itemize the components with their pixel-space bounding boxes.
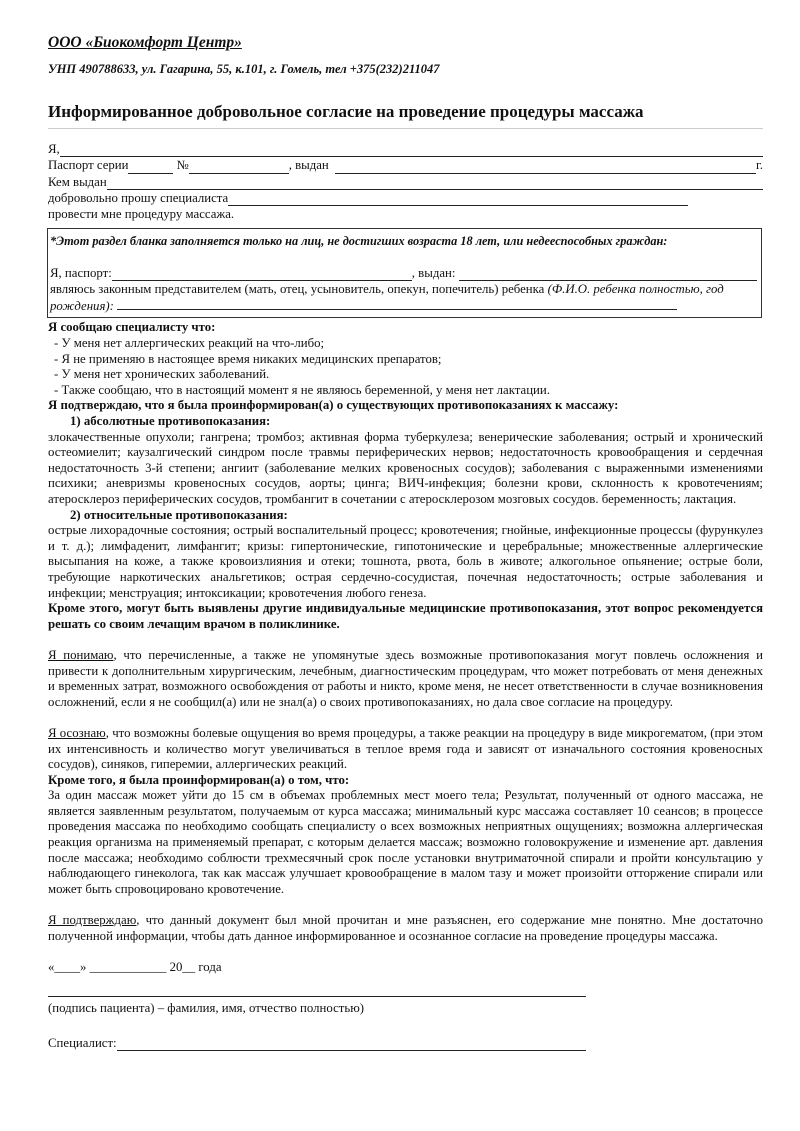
specialist-signature-field[interactable] [117, 1038, 586, 1051]
inform-item: - Также сообщаю, что в настоящий момент я не являюсь беременной, у меня нет лактации. [54, 382, 550, 397]
child-name-hint: (Ф.И.О. ребенка полностью, год рождения): [50, 282, 724, 314]
aware-text: , что возможны болевые ощущения во время процедуры, а также реакции на процедуру в виде микрогематом, (при этом их интенсивность и количество могут увеличиваться в теплое время года и зависят от изначального состояния кровеносных сосудов), синяков, гиперемии, аллергических реакций. [48, 725, 763, 772]
aware-paragraph [48, 726, 763, 773]
specialist-request-line [48, 190, 688, 206]
relative-contraindications-heading: 2) относительные противопоказания: [70, 507, 288, 522]
relative-contraindications-text: острые лихорадочные состояния; острый воспалительный процесс; кровотечения; гнойные, инфекционные процессы (фурункулез и т. д.); лимфаденит, лимфангит; кризы: гипертонические, гипотонические и церебральные; множественные аллергические высыпания на коже, а также кровоизлияния и отеки; тошнота, рвота, боль в животе; алкогольное опьянение; острые боли, требующие наркотических анальгетиков; острая сердечно-сосудистая, почечная недостаточность; острые заболевания и инфекции; менструация; интоксикации; кровотечения любого генеза. [48, 523, 763, 600]
consent-form [48, 34, 763, 1051]
also-informed-text: За один массаж может уйти до 15 см в объемах проблемных мест моего тела; Результат, полученный от одного массажа, не является заявленным результатом, получаемым от курса массажа; минимальный курс массажа составляет 10 сеансов; в процессе проведения массажа по необходимо сообщать специалисту о всех возможных неприятных ощущениях; возможна аллергическая реакция организма на применяемый препарат, с которым делается массаж; возможно головокружение и изменение арт. давления после массажа; необходимо соблюсти трехмесячный срок после установки внутриматочной спирали и пройти консультацию у наблюдающего гинеколога, так как массаж улучшает кровообращение в малом тазу и может произойти отторжение спирали или может быть спровоцировано кровотечение. [48, 788, 763, 896]
representative-passport-line [50, 265, 757, 281]
confirm-paragraph [48, 913, 763, 944]
organization-name: ООО «Биокомфорт Центр» [48, 34, 242, 51]
child-name-field[interactable] [117, 297, 677, 310]
organization-requisites: УНП 490788633, ул. Гагарина, 55, к.101, г. Гомель, тел +375(232)211047 [48, 62, 440, 76]
year-suffix: г. [755, 158, 763, 173]
passport-number-label: № [176, 158, 189, 173]
signature-caption: (подпись пациента) – фамилия, имя, отчество полностью) [48, 1001, 365, 1016]
confirm-lead: Я подтверждаю [48, 913, 137, 928]
representative-passport-label: Я, паспорт: [50, 266, 112, 281]
passport-number-field[interactable] [189, 161, 289, 174]
representative-passport-field[interactable] [112, 268, 412, 281]
inform-item: - Я не применяю в настоящее время никаких медицинских препаратов; [54, 351, 442, 366]
passport-issued-label: , выдан [288, 158, 329, 173]
request-label: добровольно прошу специалиста [48, 190, 229, 205]
aware-lead: Я осознаю [48, 725, 106, 740]
inform-item: - У меня нет хронических заболеваний. [54, 367, 270, 382]
patient-signature-field[interactable] [48, 995, 586, 997]
other-contraindications-note: Кроме этого, могут быть выявлены другие индивидуальные медицинские противопоказания, этот вопрос рекомендуется решать со своим лечащим врачом в поликлинике. [48, 601, 763, 631]
understand-lead: Я понимаю [48, 647, 114, 662]
document-title: Информированное добровольное согласие на проведение процедуры массажа [48, 102, 644, 121]
passport-series-field[interactable] [128, 161, 173, 174]
passport-line [48, 157, 763, 173]
issued-by-field[interactable] [107, 177, 763, 190]
specialist-name-field[interactable] [228, 193, 688, 206]
consent-body [48, 320, 763, 944]
absolute-contraindications-text: злокачественные опухоли; гангрена; тромбоз; активная форма туберкулеза; венерические заболевания; острый и хронический остеомиелит; каузалгический синдром после травмы периферических нервов; недостаточность кровообращения и сердечная недостаточность 3-й степени; ангиит (заболевание мелких кровеносных сосудов); заболевания с выраженными изменениями психики; аневризмы кровеносных сосудов, аорты; цинга; ВИЧ-инфекция; болезни крови, склонность к кровотечениям; атеросклероз периферических сосудов, тромбангит в сочетании с атеросклерозом мозговых сосудов. беременность; лактация. [48, 429, 763, 507]
inform-heading: Я сообщаю специалисту что: [48, 320, 216, 335]
patient-fields [48, 141, 763, 222]
understand-text: , что перечисленные, а также не упомянутые здесь возможные противопоказания могут повлечь осложнения и привести к дополнительным хирургическим, лечебным, диагностическим процедурам, что может потребовать от меня денежных и временных затрат, возможного освобождения от работы и никто, кроме меня, не несет ответственности в случае возникновения осложнений, если я не сообщил(а) или не знал(а) о своих противопоказаниях, но дала свое согласие на процедуру. [48, 647, 763, 709]
representative-issued-label: , выдан: [411, 266, 456, 281]
contraindications-heading: Я подтверждаю, что я была проинформирован(а) о существующих противопоказаниях к массажу: [48, 398, 619, 413]
minor-section-box [47, 228, 762, 318]
date-line[interactable]: «____» ____________ 20__ года [48, 960, 222, 975]
also-informed-heading: Кроме того, я была проинформирован(а) о том, что: [48, 772, 350, 787]
absolute-contraindications-heading: 1) абсолютные противопоказания: [70, 414, 271, 429]
request-suffix: провести мне процедуру массажа. [48, 207, 235, 222]
representative-text: являюсь законным представителем (мать, отец, усыновитель, опекун, попечитель) ребенка [50, 282, 545, 297]
issued-by-label: Кем выдан [48, 174, 107, 189]
confirm-text: , что данный документ был мной прочитан и мне разъяснен, его содержание мне понятно. Мне достаточно полученной информации, чтобы дать данное информированное и осознанное согласие на проведение процедуры массажа. [48, 913, 763, 943]
specialist-label: Специалист: [48, 1036, 117, 1051]
representative-issued-field[interactable] [459, 268, 757, 281]
inform-item: - У меня нет аллергических реакций на что-либо; [54, 336, 325, 351]
representative-statement [50, 281, 757, 314]
name-line [48, 141, 763, 157]
minor-section-note: *Этот раздел бланка заполняется только на лиц, не достигших возраста 18 лет, или недееспособных граждан: [50, 234, 668, 249]
name-label: Я, [48, 142, 60, 156]
specialist-line [48, 1036, 586, 1051]
passport-issued-field[interactable] [335, 161, 756, 174]
passport-series-label: Паспорт серии [48, 158, 129, 173]
name-field[interactable] [60, 144, 763, 157]
issued-by-line [48, 174, 763, 190]
title-divider [48, 128, 763, 129]
understand-paragraph [48, 648, 763, 710]
